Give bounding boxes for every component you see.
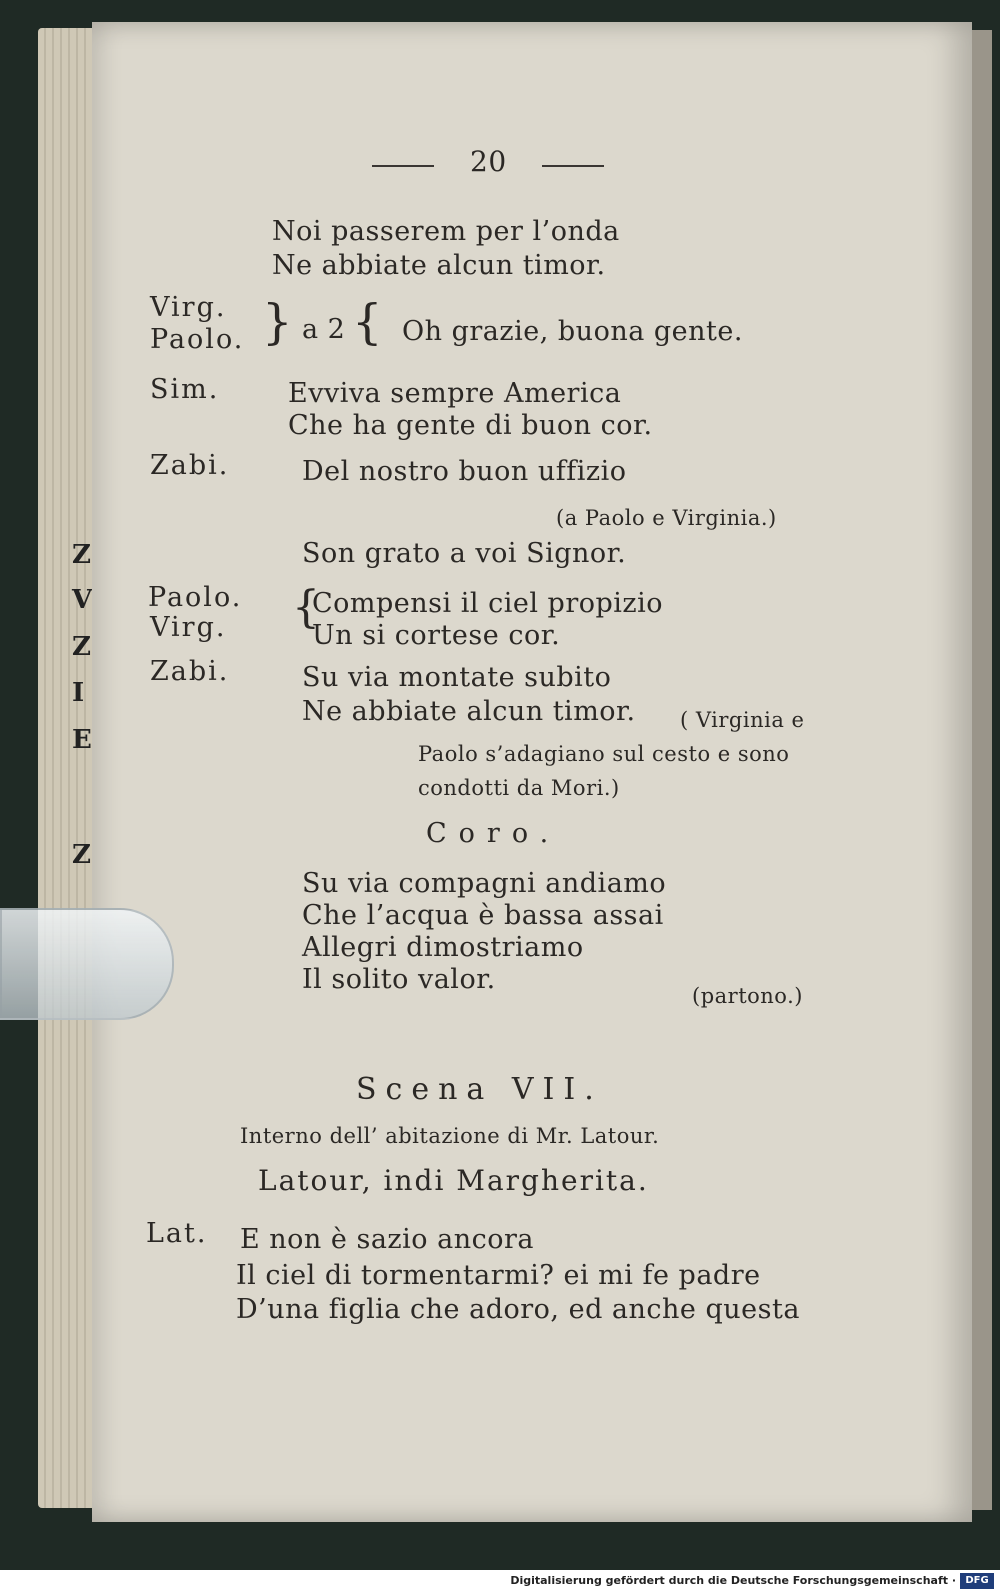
speaker-lat: Lat. — [146, 1218, 208, 1249]
speaker-virg: Virg. — [150, 292, 227, 323]
verse-line: Che l’acqua è bassa assai — [302, 900, 664, 931]
verse-line: Compensi il ciel propizio — [312, 588, 664, 619]
a-due-marker: a 2 — [302, 314, 346, 345]
verse-line: Che ha gente di buon cor. — [288, 410, 653, 441]
prev-page-letter: Z — [72, 540, 91, 570]
footer-bar — [0, 1570, 1000, 1594]
brace-left: { — [352, 294, 383, 350]
verse-line: Del nostro buon uffizio — [302, 456, 627, 487]
speaker-paolo: Paolo. — [150, 324, 245, 355]
scene-characters: Latour, indi Margherita. — [258, 1164, 649, 1197]
verse-line: Oh grazie, buona gente. — [402, 316, 743, 347]
verse-line: Ne abbiate alcun timor. — [302, 696, 636, 727]
prev-page-letter: I — [72, 678, 85, 708]
header-rule-left — [372, 165, 434, 167]
verse-line: Son grato a voi Signor. — [302, 538, 627, 569]
verse-line: Ne abbiate alcun timor. — [272, 250, 606, 281]
stage-direction: ( Virginia e — [680, 708, 805, 732]
stage-direction: (partono.) — [692, 984, 803, 1008]
prev-page-letter: V — [72, 585, 93, 615]
verse-line: Evviva sempre America — [288, 378, 622, 409]
prev-page-letter: Z — [72, 840, 91, 870]
stage-direction: (a Paolo e Virginia.) — [556, 506, 777, 530]
stage-direction: Paolo s’adagiano sul cesto e sono — [418, 742, 790, 766]
speaker-sim: Sim. — [150, 374, 220, 405]
speaker-zabi: Zabi. — [150, 450, 230, 481]
dfg-logo: DFG — [960, 1573, 994, 1589]
verse-line: Su via compagni andiamo — [302, 868, 667, 899]
verse-line: Noi passerem per l’onda — [272, 216, 620, 247]
header-rule-right — [542, 165, 604, 167]
speaker-paolo: Paolo. — [148, 582, 243, 613]
prev-page-letter: Z — [72, 632, 91, 662]
scene-heading: Scena VII. — [356, 1072, 603, 1107]
brace-right: } — [262, 294, 293, 350]
speaker-zabi: Zabi. — [150, 656, 230, 687]
page-holder-clip — [0, 908, 174, 1020]
verse-line: E non è sazio ancora — [240, 1224, 534, 1255]
verse-line: Allegri dimostriamo — [302, 932, 584, 963]
stage-direction: condotti da Mori.) — [418, 776, 620, 800]
verse-line: Il solito valor. — [302, 964, 496, 995]
brace-left: { — [292, 582, 320, 633]
page-number: 20 — [470, 145, 507, 178]
chorus-heading: Coro. — [426, 818, 561, 849]
verse-line: Il ciel di tormentarmi? ei mi fe padre — [236, 1260, 761, 1291]
footer-credit: Digitalisierung gefördert durch die Deutsche Forschungsgemeinschaft · — [510, 1574, 956, 1587]
speaker-virg: Virg. — [150, 612, 227, 643]
scene-setting: Interno dell’ abitazione di Mr. Latour. — [240, 1124, 660, 1148]
verse-line: D’una figlia che adoro, ed anche questa — [236, 1294, 800, 1325]
verse-line: Su via montate subito — [302, 662, 612, 693]
verse-line: Un si cortese cor. — [312, 620, 561, 651]
prev-page-letter: E — [72, 725, 92, 755]
